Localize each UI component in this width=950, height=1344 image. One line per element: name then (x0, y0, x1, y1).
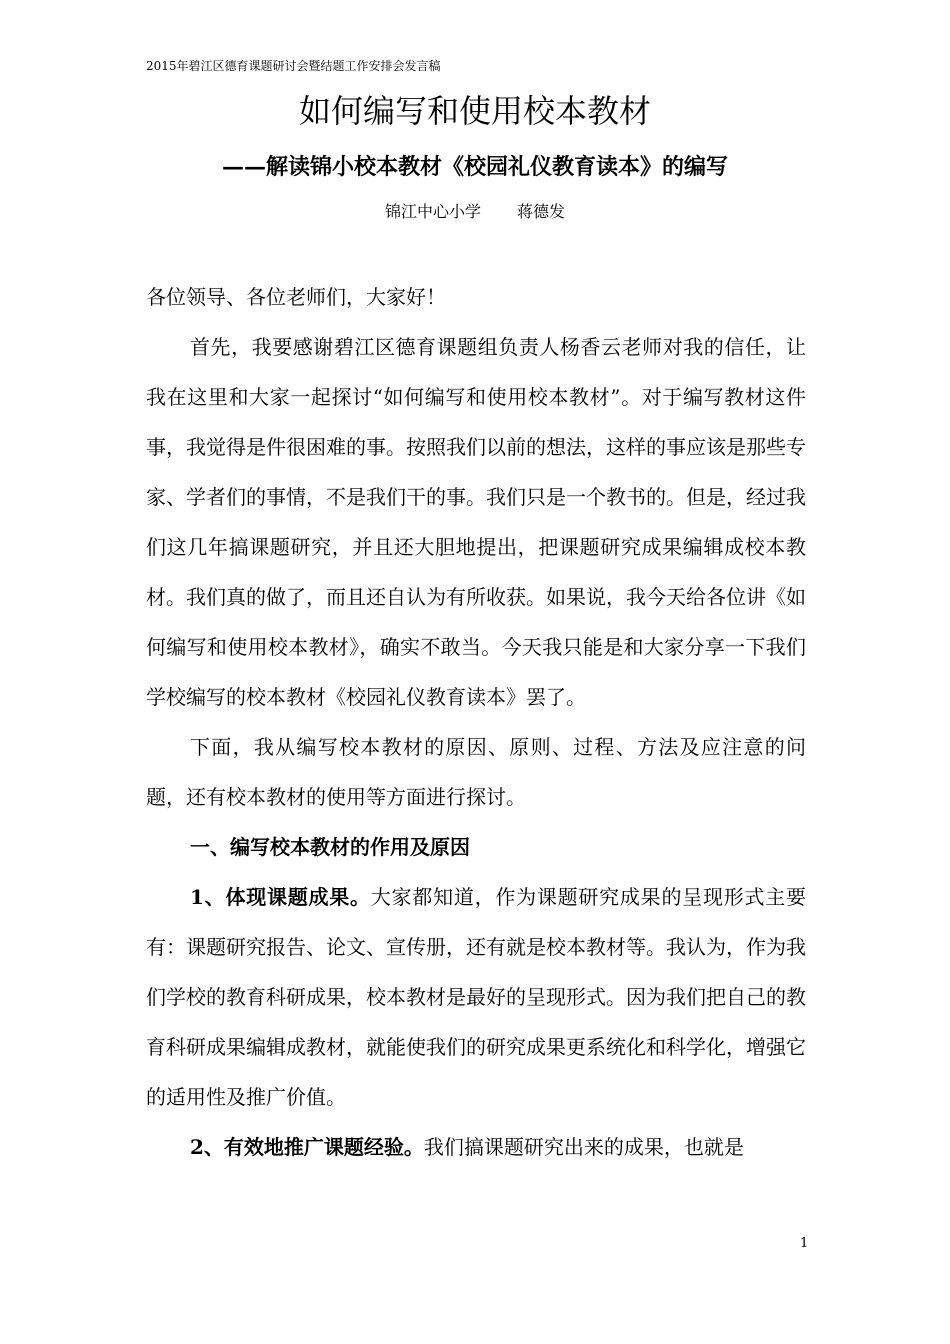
page-number: 1 (800, 1236, 809, 1251)
document-title: 如何编写和使用校本教材 (298, 92, 651, 130)
paragraph-item-1 (146, 872, 806, 1122)
document-body (146, 272, 806, 1172)
item-2-text: 我们搞课题研究出来的成果，也就是 (423, 1135, 744, 1159)
document-subtitle: ——解读锦小校本教材《校园礼仪教育读本》的编写 (221, 154, 728, 180)
author-line (0, 198, 950, 226)
author-name: 蒋德发 (517, 202, 566, 221)
paragraph-intro: 首先，我要感谢碧江区德育课题组负责人杨香云老师对我的信任，让我在这里和大家一起探讨“如何编写和使用校本教材”。对于编写教材这件事，我觉得是件很困难的事。按照我们以前的想法，这样的事应该是那些专家、学者们的事情，不是我们干的事。我们只是一个教书的。但是，经过我们这几年搞课题研究，并且还大胆地提出，把课题研究成果编辑成校本教材。我们真的做了，而且还自认为有所收获。如果说，我今天给各位讲《如何编写和使用校本教材》，确实不敢当。今天我只能是和大家分享一下我们学校编写的校本教材《校园礼仪教育读本》罢了。 (146, 335, 806, 709)
author-school: 锦江中心小学 (384, 202, 481, 221)
running-header: 2015年碧江区德育课题研讨会暨结题工作安排会发言稿 (146, 59, 441, 73)
greeting-paragraph: 各位领导、各位老师们，大家好！ (146, 285, 446, 309)
item-1-title: 1、体现课题成果。 (190, 885, 371, 909)
paragraph-outline: 下面，我从编写校本教材的原因、原则、过程、方法及应注意的问题，还有校本教材的使用等方面进行探讨。 (146, 735, 806, 809)
item-1-text: 大家都知道，作为课题研究成果的呈现形式主要有：课题研究报告、论文、宣传册，还有就是校本教材等。我认为，作为我们学校的教育科研成果，校本教材是最好的呈现形式。因为我们把自己的教育科研成果编辑成教材，就能使我们的研究成果更系统化和科学化，增强它的适用性及推广价值。 (146, 885, 807, 1109)
item-2-title: 2、有效地推广课题经验。 (190, 1135, 424, 1159)
paragraph-item-2 (146, 1122, 806, 1172)
section-heading-1 (146, 822, 806, 872)
section-heading-1-text: 一、编写校本教材的作用及原因 (190, 835, 470, 859)
